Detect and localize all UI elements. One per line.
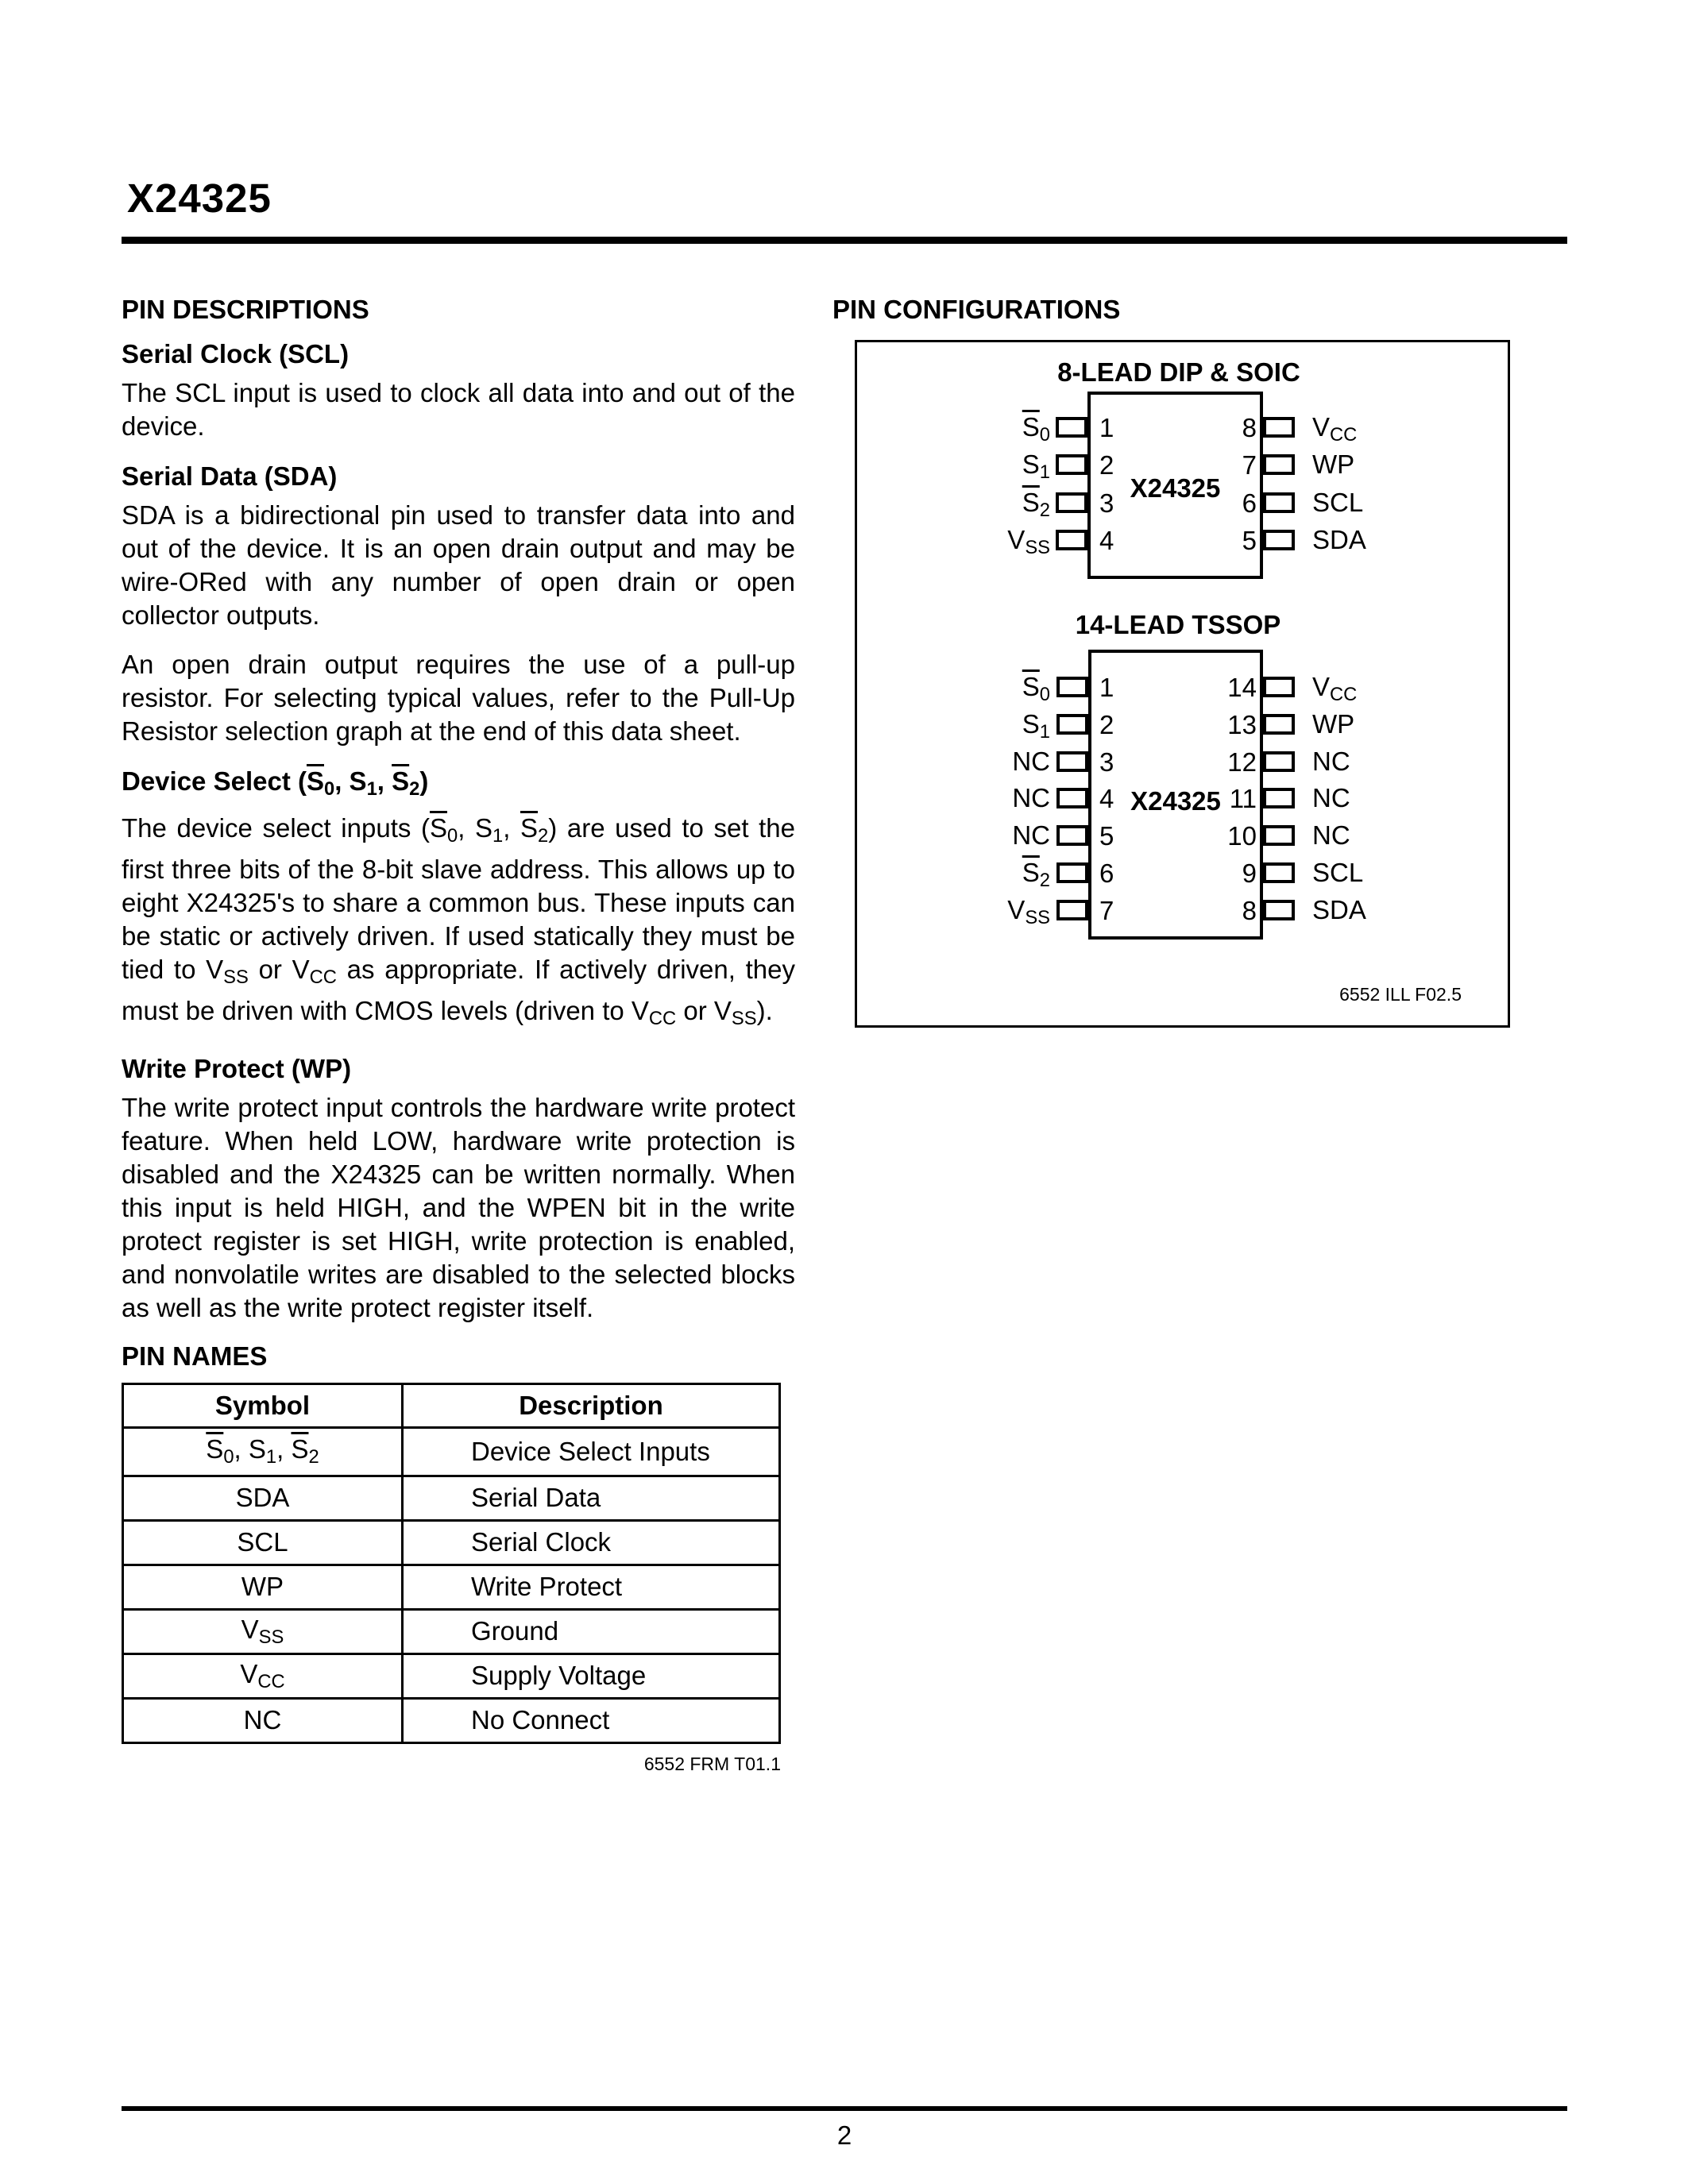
pin-lead: [1056, 714, 1088, 735]
description-cell: Serial Data: [403, 1476, 780, 1520]
pin-label: $V_{SS}$: [1007, 525, 1050, 558]
pin-number: 10: [1227, 821, 1257, 851]
table-header-symbol: Symbol: [123, 1383, 403, 1427]
table-header-row: [123, 1383, 780, 1427]
pin-label: WP: [1312, 450, 1355, 479]
pin-lead: [1056, 454, 1087, 475]
pin-label: SCL: [1312, 488, 1364, 517]
pin-number: 8: [1242, 896, 1257, 925]
pin-description-section: [122, 337, 795, 443]
pin-number: 4: [1099, 784, 1114, 813]
table-caption: 6552 FRM T01.1: [643, 1753, 781, 1774]
pin-lead: [1263, 492, 1295, 513]
pin-number: 3: [1099, 488, 1114, 518]
pin-label: NC: [1012, 747, 1050, 776]
footer-rule: [122, 2106, 1567, 2111]
pin-descriptions-column: [122, 294, 795, 1775]
pin-number: 12: [1227, 747, 1257, 777]
pin-lead: [1263, 900, 1295, 920]
pin-names-heading: PIN NAMES: [122, 1341, 268, 1371]
table-header-description: Description: [403, 1383, 780, 1427]
pin-number: 1: [1099, 413, 1114, 442]
pin-description-section: [122, 459, 795, 748]
chip-label: X24325: [1130, 473, 1221, 503]
pin-label: SDA: [1312, 525, 1366, 554]
pin-lead: [1056, 862, 1088, 883]
symbol-cell: SCL: [123, 1520, 403, 1565]
symbol-cell: SDA: [123, 1476, 403, 1520]
pin-lead: [1263, 788, 1295, 808]
pin-lead: [1263, 714, 1295, 735]
pin-lead: [1056, 677, 1088, 697]
section-heading: Write Protect (WP): [122, 1053, 352, 1083]
pin-number: 11: [1229, 784, 1257, 813]
symbol-cell: $\overline{S}_0$, $S_1$, $\overline{S}_2$: [123, 1427, 403, 1476]
pin-descriptions-heading: PIN DESCRIPTIONS: [122, 295, 369, 324]
pin-configurations-figure: [855, 340, 1510, 1028]
pin-number: 5: [1099, 821, 1114, 851]
pin-label: NC: [1312, 783, 1350, 812]
pin-label: SDA: [1312, 895, 1366, 924]
pin-label: SCL: [1312, 858, 1364, 887]
pin-label: $V_{SS}$: [1007, 895, 1050, 928]
pin-label: NC: [1312, 820, 1350, 850]
pin-label: $\overline{S}_2$: [1022, 488, 1050, 521]
pin-lead: [1263, 862, 1295, 883]
header-rule: [122, 237, 1567, 244]
section-paragraph: The SCL input is used to clock all data into and out of the device.: [122, 378, 795, 441]
section-heading: Serial Clock (SCL): [122, 339, 350, 369]
chip-label: X24325: [1130, 786, 1221, 816]
section-paragraph: SDA is a bidirectional pin used to transfer data into and out of the device. It is an open drain output and may be wire-ORed with any number of open drain or open collector outputs.: [122, 500, 795, 630]
description-cell: Supply Voltage: [403, 1653, 780, 1698]
pin-number: 13: [1227, 710, 1257, 739]
pin-number: 2: [1099, 710, 1114, 739]
symbol-cell: NC: [123, 1698, 403, 1742]
pin-label: $\overline{S}_2$: [1022, 858, 1050, 891]
table-row: [123, 1698, 780, 1742]
table-row: [123, 1520, 780, 1565]
description-cell: No Connect: [403, 1698, 780, 1742]
pin-number: 7: [1099, 896, 1114, 925]
pin-label: $V_{CC}$: [1312, 672, 1358, 705]
table-row: [123, 1653, 780, 1698]
table-row: [123, 1476, 780, 1520]
pin-label: NC: [1012, 820, 1050, 850]
pin-lead: [1263, 417, 1295, 438]
pin-label: WP: [1312, 709, 1355, 739]
pin-configurations-heading: PIN CONFIGURATIONS: [832, 295, 1121, 324]
symbol-cell: WP: [123, 1565, 403, 1609]
pin-lead: [1056, 825, 1088, 846]
package-title: 14-LEAD TSSOP: [1075, 610, 1281, 639]
pin-number: 3: [1099, 747, 1114, 777]
pin-lead: [1056, 492, 1087, 513]
section-paragraph: The write protect input controls the hardware write protect feature. When held LOW, hardware write protection is disabled and the X24325 can be written normally. When this input is held HIGH, and the WPEN bit in the write protect register is set HIGH, write protection is enabled, and nonvolatile writes are disabled to the selected blocks as well as the write protect register itself.: [122, 1092, 795, 1322]
section-heading: Device Select ($\overline{S}_0$, $S_1$, $\overline{S}_2$): [122, 766, 429, 800]
pin-lead: [1263, 825, 1295, 846]
pin-lead: [1056, 788, 1088, 808]
pin-names-table: [122, 1383, 781, 1744]
pin-number: 14: [1227, 673, 1257, 702]
table-row: [123, 1565, 780, 1609]
pin-label: $S_1$: [1022, 709, 1050, 743]
pin-lead: [1263, 530, 1295, 550]
pin-number: 2: [1099, 450, 1114, 480]
pin-lead: [1056, 417, 1087, 438]
pin-number: 7: [1242, 450, 1257, 480]
pin-number: 6: [1099, 859, 1114, 888]
pin-lead: [1263, 751, 1295, 772]
pin-number: 4: [1099, 526, 1114, 555]
page-number: 2: [836, 2120, 852, 2150]
description-cell: Write Protect: [403, 1565, 780, 1609]
description-cell: Serial Clock: [403, 1520, 780, 1565]
pin-description-section: [122, 764, 795, 1036]
table-row: [123, 1609, 780, 1653]
pin-label: NC: [1312, 747, 1350, 776]
pin-number: 8: [1242, 413, 1257, 442]
pin-lead: [1263, 454, 1295, 475]
figure-caption: 6552 ILL F02.5: [1339, 984, 1462, 1005]
symbol-cell: $V_{SS}$: [123, 1609, 403, 1653]
pin-number: 9: [1242, 859, 1257, 888]
pin-number: 1: [1099, 673, 1114, 702]
description-cell: Ground: [403, 1609, 780, 1653]
package-title: 8-LEAD DIP & SOIC: [1057, 357, 1300, 387]
pin-lead: [1263, 677, 1295, 697]
pin-label: $S_1$: [1022, 450, 1050, 483]
pin-label: $\overline{S}_0$: [1022, 412, 1050, 446]
description-cell: Device Select Inputs: [403, 1427, 780, 1476]
pin-label: NC: [1012, 783, 1050, 812]
pin-label: $\overline{S}_0$: [1022, 672, 1050, 705]
page-title: X24325: [127, 176, 272, 221]
table-row: [123, 1427, 780, 1476]
pin-number: 5: [1242, 526, 1257, 555]
symbol-cell: $V_{CC}$: [123, 1653, 403, 1698]
pin-number: 6: [1242, 488, 1257, 518]
pin-lead: [1056, 530, 1087, 550]
section-heading: Serial Data (SDA): [122, 461, 338, 491]
pin-descriptions-sections: [122, 337, 795, 1325]
pin-lead: [1056, 751, 1088, 772]
pin-lead: [1056, 900, 1088, 920]
pin-description-section: [122, 1051, 795, 1325]
section-paragraph: The device select inputs ($\overline{S}_0$, $S_1$, $\overline{S}_2$) are used to set the first three bits of the 8-bit slave address. This allows up to eight X24325's to share a common bus. These inputs can be static or actively driven. If used statically they must be tied to $V_{SS}$ or $V_{CC}$ as appropriate. If actively driven, they must be driven with CMOS levels (driven to $V_{CC}$ or $V_{SS}$).: [122, 812, 795, 1029]
pin-label: $V_{CC}$: [1312, 412, 1358, 446]
section-paragraph: An open drain output requires the use of a pull-up resistor. For selecting typical values, refer to the Pull-Up Resistor selection graph at the end of this data sheet.: [122, 650, 795, 746]
